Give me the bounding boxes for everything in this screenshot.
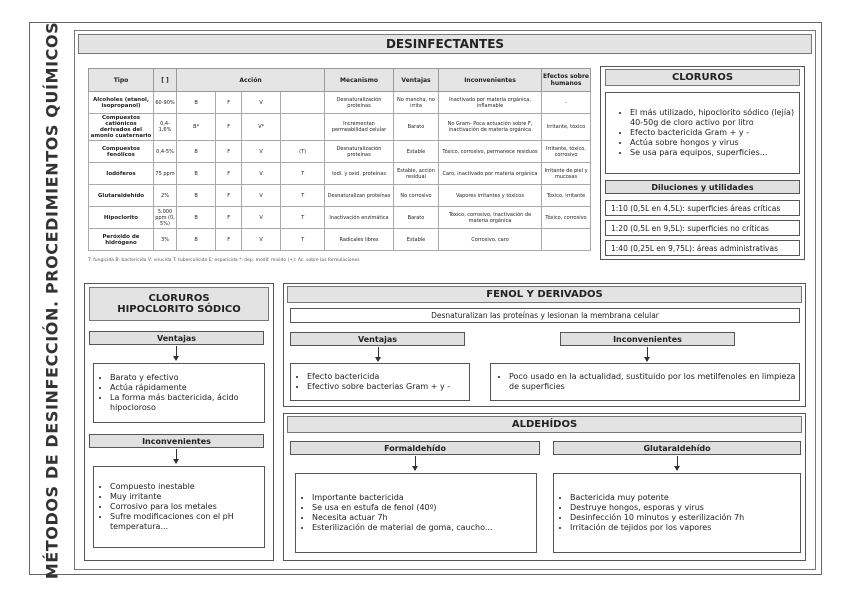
- main-title: DESINFECTANTES: [78, 34, 812, 54]
- list-item: • Muy irritante: [110, 492, 264, 502]
- arrow-down-icon: [176, 346, 177, 360]
- table-cell-conc: 60-90%: [154, 92, 177, 114]
- table-cell-ventajas: Barato: [394, 207, 439, 229]
- table-cell-a3: V: [242, 185, 281, 207]
- list-item: • Compuesto inestable: [110, 482, 264, 492]
- table-cell-conc: 2%: [154, 185, 177, 207]
- table-cell-conc: 75 ppm: [154, 163, 177, 185]
- list-item: • Corrosivo para los metales: [110, 502, 264, 512]
- list-item: • Necesita actuar 7h: [312, 513, 492, 523]
- table-cell-efectos: Irritante, tóxico: [542, 114, 591, 141]
- table-cell-a4: T: [281, 229, 325, 251]
- hipoclorito-inconv-box: [93, 466, 265, 548]
- table-row: [89, 92, 591, 114]
- table-cell-tipo: Compuestos catiónicos derivados del amonio cuaternario: [89, 114, 154, 141]
- table-cell-mecanismo: Desnaturalización proteínas: [325, 92, 394, 114]
- col-conc: [ ]: [154, 69, 177, 92]
- dilucion-item: 1:10 (0,5L en 4,5L): superficies áreas críticas: [605, 200, 800, 216]
- table-cell-conc: 5.000 ppm (0, 5%): [155, 208, 175, 227]
- formaldehido-label: Formaldehído: [290, 441, 540, 455]
- list-item: • Barato y efectivo: [110, 373, 264, 383]
- table-cell-a2: F: [216, 141, 242, 163]
- fenol-ventajas-label: Ventajas: [290, 332, 465, 346]
- table-cell-a2: F: [216, 207, 242, 229]
- table-cell-a2: F: [216, 163, 242, 185]
- table-cell-conc: 0,4-5%: [154, 141, 177, 163]
- table-cell-a1: B*: [177, 114, 216, 141]
- table-cell-a3: V: [242, 207, 281, 229]
- glutaraldehido-label: Glutaraldehído: [553, 441, 801, 455]
- list-item: • Importante bactericida: [312, 493, 492, 503]
- table-row: [89, 114, 591, 141]
- table-cell-inconvenientes: No Gram- Poca actuación sobre F, inactivación de materia orgánica: [439, 114, 542, 141]
- table-cell-conc: 0,4-1,6%: [154, 114, 177, 141]
- table-row: [89, 141, 591, 163]
- table-cell-a1: B: [177, 185, 216, 207]
- table-row: [89, 229, 591, 251]
- table-cell-ventajas: Estable: [394, 141, 439, 163]
- fenol-ventajas-box: [290, 363, 470, 401]
- arrow-down-icon: [647, 347, 648, 361]
- table-cell-efectos: Tóxico, irritante: [542, 185, 591, 207]
- table-cell-tipo: Iodóferos: [89, 163, 154, 185]
- col-efectos: Efectos sobre humanos: [542, 69, 591, 92]
- table-cell-efectos: [542, 229, 591, 251]
- table-cell-ventajas: Estable, acción residual: [394, 163, 439, 185]
- table-cell-inconvenientes: Caro, inactivado por materia orgánica: [439, 163, 542, 185]
- hipoclorito-inconv-label: Inconvenientes: [89, 434, 264, 448]
- table-cell-efectos: -: [542, 92, 591, 114]
- formaldehido-box: [295, 473, 537, 553]
- table-cell-a3: V: [242, 92, 281, 114]
- hipoclorito-title-line2: HIPOCLORITO SÓDICO: [117, 304, 241, 315]
- table-cell-tipo: Glutaraldehído: [89, 185, 154, 207]
- table-cell-mecanismo: Radicales libres: [325, 229, 394, 251]
- table-cell-a1: B: [177, 229, 216, 251]
- table-cell-a1: B: [177, 163, 216, 185]
- table-cell-mecanismo: Incrementan permeabilidad celular: [325, 114, 394, 141]
- table-cell-a4: [281, 92, 325, 114]
- fenol-inconv-label: Inconvenientes: [560, 332, 735, 346]
- fenol-inconv-box: [490, 363, 800, 401]
- table-cell-a4: (T): [281, 141, 325, 163]
- table-cell-a1: B: [177, 92, 216, 114]
- table-cell-tipo: Peróxido de hidrógeno: [89, 229, 154, 251]
- table-cell-ventajas: Estable: [394, 229, 439, 251]
- fenol-description: Desnaturalizan las proteínas y lesionan la membrana celular: [290, 308, 800, 323]
- list-item: • Efectivo sobre bacterias Gram + y -: [307, 382, 450, 392]
- table-cell-mecanismo: Iodi. y oxid. proteínas: [325, 163, 394, 185]
- list-item: • Se usa en estufa de fenol (40º): [312, 503, 492, 513]
- list-item: • Sufre modificaciones con el pH temperatura...: [110, 512, 264, 532]
- col-accion: Acción: [177, 69, 325, 92]
- list-item: • Irritación de tejidos por los vapores: [570, 523, 744, 533]
- glutaraldehido-box: [553, 473, 801, 553]
- arrow-down-icon: [176, 449, 177, 463]
- vertical-title: MÉTODOS DE DESINFECCIÓN. PROCEDIMIENTOS QUÍMICOS: [42, 21, 62, 579]
- table-cell-a4: T: [281, 163, 325, 185]
- aldehidos-title: ALDEHÍDOS: [287, 416, 802, 433]
- table-cell-tipo: Alcoholes (etanol, isopropanol): [89, 92, 154, 114]
- dilucion-item: 1:20 (0,5L en 9,5L): superficies no críticas: [605, 220, 800, 236]
- table-cell-efectos: Tóxico, corrosivo: [542, 207, 591, 229]
- cloruros-title: CLORUROS: [605, 69, 800, 86]
- list-item: • Destruye hongos, esporas y virus: [570, 503, 744, 513]
- table-cell-conc: 3%: [154, 229, 177, 251]
- list-item: • Actúa rápidamente: [110, 383, 264, 393]
- table-cell-tipo: Hipoclorito: [89, 207, 154, 229]
- table-cell-a2: F: [216, 229, 242, 251]
- table-row: [89, 207, 591, 229]
- list-item: • Efecto bactericida: [307, 372, 450, 382]
- dilucion-item: 1:40 (0,25L en 9,75L): áreas administrativas: [605, 240, 800, 256]
- arrow-down-icon: [677, 456, 678, 470]
- table-cell-mecanismo: Desnaturalizan proteínas: [325, 185, 394, 207]
- table-cell-a3: V: [242, 229, 281, 251]
- disinfectant-table: [88, 68, 591, 251]
- table-cell-a4: T: [281, 185, 325, 207]
- table-cell-a4: T: [281, 207, 325, 229]
- col-mecanismo: Mecanismo: [325, 69, 394, 92]
- list-item: • Efecto bactericida Gram + y -: [630, 128, 799, 138]
- arrow-down-icon: [378, 347, 379, 361]
- table-cell-mecanismo: Inactivación enzimática: [325, 207, 394, 229]
- cloruros-list-box: [605, 92, 800, 174]
- table-row: [89, 163, 591, 185]
- diluciones-title: Diluciones y utilidades: [605, 180, 800, 194]
- table-cell-a2: F: [216, 92, 242, 114]
- table-cell-a2: F: [216, 185, 242, 207]
- table-cell-a3: V: [242, 163, 281, 185]
- list-item: • Bactericida muy potente: [570, 493, 744, 503]
- table-cell-ventajas: No corrosivo: [394, 185, 439, 207]
- table-cell-efectos: Irritante, tóxico, corrosivo: [542, 141, 591, 163]
- table-cell-a3: V: [242, 141, 281, 163]
- table-cell-a1: B: [177, 207, 216, 229]
- col-tipo: Tipo: [89, 69, 154, 92]
- list-item: • Esterilización de material de goma, caucho...: [312, 523, 492, 533]
- table-footnote: T: fungicida B: bactericida V: virucida T: tuberculicida E: esporicida *: dep. modif. mixido (+): Ac. sobre las formulaciones: [88, 258, 360, 263]
- list-item: • Desinfección 10 minutos y esterilización 7h: [570, 513, 744, 523]
- table-cell-inconvenientes: Tóxico, corrosivo, permanece residuos: [439, 141, 542, 163]
- table-cell-a2: F: [216, 114, 242, 141]
- hipoclorito-ventajas-box: [93, 363, 265, 423]
- table-cell-a4: [281, 114, 325, 141]
- table-cell-tipo: Compuestos fenólicos: [89, 141, 154, 163]
- col-ventajas: Ventajas: [394, 69, 439, 92]
- table-cell-inconvenientes: Tóxico, corrosivo, inactivación de materia orgánica: [439, 207, 542, 229]
- table-cell-ventajas: Barato: [394, 114, 439, 141]
- col-inconvenientes: Inconvenientes: [439, 69, 542, 92]
- table-cell-a1: B: [177, 141, 216, 163]
- table-cell-a3: V*: [242, 114, 281, 141]
- fenol-title: FENOL Y DERIVADOS: [287, 286, 802, 303]
- list-item: • Se usa para equipos, superficies...: [630, 148, 799, 158]
- table-row: [89, 185, 591, 207]
- table-cell-ventajas: No mancha, no irrita: [394, 92, 439, 114]
- list-item: • Poco usado en la actualidad, sustituido por los metilfenoles en limpieza de superficies: [509, 372, 799, 392]
- list-item: • Actúa sobre hongos y virus: [630, 138, 799, 148]
- arrow-down-icon: [415, 456, 416, 470]
- list-item: • La forma más bactericida, ácido hipocloroso: [110, 393, 264, 413]
- table-cell-efectos: Irritante de piel y mucosas: [542, 163, 591, 185]
- table-cell-inconvenientes: Inactivado por materia orgánica, inflamable: [439, 92, 542, 114]
- hipoclorito-title-line1: CLORUROS: [148, 293, 210, 304]
- table-cell-inconvenientes: Vapores irritantes y tóxicos: [439, 185, 542, 207]
- list-item: • El más utilizado, hipoclorito sódico (lejía) 40-50g de cloro activo por litro: [630, 108, 799, 128]
- table-cell-mecanismo: Desnaturalización proteínas: [325, 141, 394, 163]
- hipoclorito-title: [89, 287, 269, 321]
- hipoclorito-ventajas-label: Ventajas: [89, 331, 264, 345]
- table-cell-inconvenientes: Corrosivo, caro: [439, 229, 542, 251]
